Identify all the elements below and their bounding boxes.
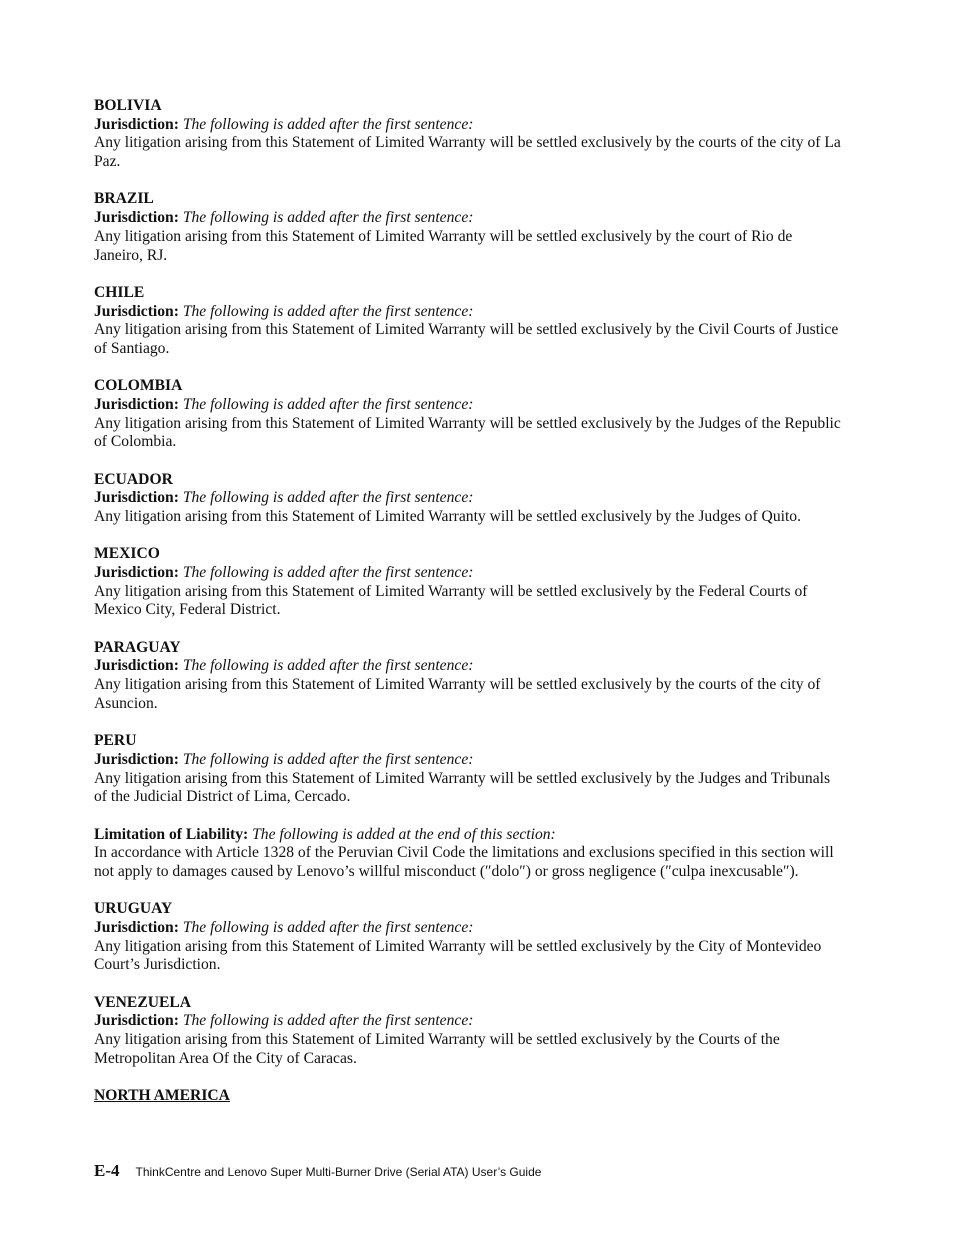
region-heading-wrapper	[94, 1087, 844, 1106]
clause-note: The following is added at the end of this section:	[252, 825, 556, 843]
section-peru	[94, 732, 844, 807]
page-footer	[94, 1161, 541, 1181]
clause-label: Jurisdiction:	[94, 302, 179, 320]
clause-label: Jurisdiction:	[94, 1012, 179, 1030]
section-brazil	[94, 190, 844, 265]
country-heading: BOLIVIA	[94, 97, 162, 114]
clause-label: Jurisdiction:	[94, 395, 179, 413]
clause-label: Jurisdiction:	[94, 489, 179, 507]
section-paraguay	[94, 639, 844, 714]
country-heading: ECUADOR	[94, 470, 173, 488]
clause-body: Any litigation arising from this Statement of Limited Warranty will be settled exclusively by the Courts of the Metropolitan Area Of the City of Caracas.	[94, 1031, 780, 1067]
clause-body: Any litigation arising from this Statement of Limited Warranty will be settled exclusively by the Judges of Quito.	[94, 508, 801, 526]
clause-label: Jurisdiction:	[94, 657, 179, 675]
clause-body: Any litigation arising from this Statement of Limited Warranty will be settled exclusively by the Judges and Tribunals of the Judicial District of Lima, Cercado.	[94, 769, 831, 806]
clause-label: Limitation of Liability:	[94, 825, 249, 843]
clause-body: In accordance with Article 1328 of the Peruvian Civil Code the limitations and exclusions specified in this section will not apply to damages caused by Lenovo’s willful misconduct (″dolo″) or gross negligence (″culpa inexcusable″).	[94, 844, 834, 880]
clause-note: The following is added after the first sentence:	[182, 395, 474, 413]
country-heading: CHILE	[94, 283, 145, 301]
country-heading: MEXICO	[94, 545, 160, 563]
document-body	[94, 97, 844, 1106]
guide-title: ThinkCentre and Lenovo Super Multi-Burner Drive (Serial ATA) User’s Guide	[135, 1165, 542, 1179]
clause-note: The following is added after the first sentence:	[182, 657, 474, 675]
clause-body: Any litigation arising from this Statement of Limited Warranty will be settled exclusively by the courts of the city of La Paz.	[94, 134, 841, 171]
clause-note: The following is added after the first sentence:	[182, 918, 474, 936]
clause-body: Any litigation arising from this Statement of Limited Warranty will be settled exclusively by the Judges of the Republic of Colombia.	[94, 414, 841, 451]
section-uruguay	[94, 900, 844, 975]
country-heading: COLOMBIA	[94, 377, 183, 395]
country-heading: BRAZIL	[94, 190, 154, 208]
clause-note: The following is added after the first sentence:	[182, 1012, 474, 1030]
clause-body: Any litigation arising from this Statement of Limited Warranty will be settled exclusively by the courts of the city of Asuncion.	[94, 676, 821, 712]
clause-label: Jurisdiction:	[94, 209, 179, 227]
section-ecuador	[94, 471, 844, 527]
section-chile	[94, 284, 844, 359]
clause-body: Any litigation arising from this Statement of Limited Warranty will be settled exclusively by the Civil Courts of Justice of Santiago.	[94, 321, 839, 357]
clause-note: The following is added after the first sentence:	[182, 115, 474, 133]
section-peru-liability	[94, 826, 844, 882]
clause-note: The following is added after the first sentence:	[182, 209, 474, 227]
section-colombia	[94, 377, 844, 452]
page-number: E-4	[94, 1161, 120, 1180]
clause-label: Jurisdiction:	[94, 115, 179, 133]
clause-label: Jurisdiction:	[94, 750, 179, 768]
clause-label: Jurisdiction:	[94, 918, 179, 936]
clause-label: Jurisdiction:	[94, 564, 179, 582]
clause-body: Any litigation arising from this Statement of Limited Warranty will be settled exclusively by the court of Rio de Janeiro, RJ.	[94, 227, 793, 264]
clause-note: The following is added after the first sentence:	[182, 302, 474, 320]
country-heading: VENEZUELA	[94, 993, 192, 1011]
clause-body: Any litigation arising from this Statement of Limited Warranty will be settled exclusively by the City of Montevideo Court’s Jurisdiction.	[94, 937, 822, 974]
country-heading: URUGUAY	[94, 900, 173, 918]
clause-note: The following is added after the first sentence:	[182, 489, 474, 507]
section-bolivia	[94, 97, 844, 172]
clause-note: The following is added after the first sentence:	[182, 564, 474, 582]
clause-body: Any litigation arising from this Statement of Limited Warranty will be settled exclusively by the Federal Courts of Mexico City, Federal District.	[94, 582, 808, 619]
country-heading: PERU	[94, 732, 137, 750]
clause-note: The following is added after the first sentence:	[182, 750, 474, 768]
section-mexico	[94, 545, 844, 620]
section-venezuela	[94, 994, 844, 1069]
country-heading: PARAGUAY	[94, 638, 181, 656]
region-heading: NORTH AMERICA	[94, 1087, 230, 1105]
